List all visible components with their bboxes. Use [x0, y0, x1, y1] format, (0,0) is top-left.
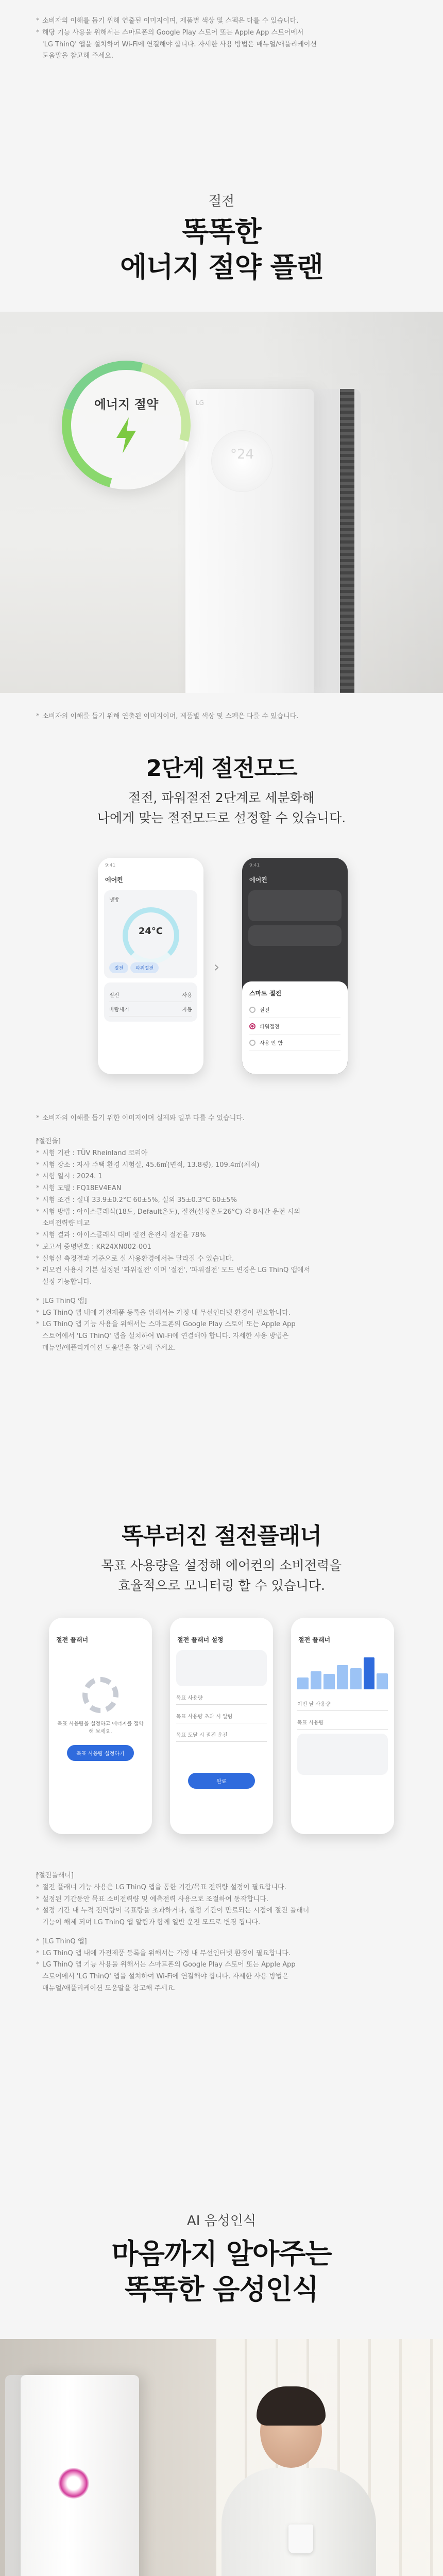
status-bar: 9:41	[105, 863, 116, 868]
spec-line: * LG ThinQ 앱 내에 가전제품 등록을 위해서는 가정 내 무선인터넷 환경이 필요합니다.	[36, 1948, 407, 1960]
note-line: * 소비자의 이해를 돕기 위해 연출된 이미지이며, 제품별 색상 및 스펙은 다를 수 있습니다.	[36, 711, 407, 723]
notice-line: 도움말을 참고해 주세요.	[42, 52, 113, 60]
phone-screen-ac-control	[98, 858, 203, 1074]
option-saving[interactable]	[249, 1002, 340, 1018]
section-subtitle	[0, 1556, 443, 1596]
saving-spec-notes	[36, 1136, 407, 1354]
option-off[interactable]	[249, 1035, 340, 1051]
spec-line: * 실험실 측정결과 기준으로 실 사용환경에서는 달라질 수 있습니다.	[36, 1253, 407, 1265]
usage-bar-current	[364, 1657, 375, 1689]
settings-card	[104, 982, 197, 1022]
done-button[interactable]: 완료	[188, 1773, 255, 1789]
brand-logo: LG	[196, 399, 204, 406]
notice-line: 'LG ThinQ' 앱을 설치하여 Wi-Fi에 연결해야 합니다. 자세한 사용 방법은 매뉴얼/애플리케이션	[42, 40, 317, 48]
energy-saving-photo	[0, 312, 443, 693]
usage-bar	[323, 1674, 335, 1689]
display-temperature: °24	[230, 447, 254, 462]
spec-line: * 보고서 증명번호 : KR24XN002-001	[36, 1242, 407, 1253]
status-bar	[291, 1618, 394, 1633]
temperature-card	[104, 890, 197, 978]
lightning-bolt-icon	[113, 417, 139, 453]
status-bar	[49, 1618, 152, 1633]
subtitle-line: 목표 사용량을 설정해 에어컨의 소비전력을	[101, 1558, 342, 1573]
spec-heading: * [LG ThinQ 앱]	[36, 1296, 407, 1308]
sheet-title: 스마트 절전	[249, 990, 282, 997]
section-subtitle	[0, 788, 443, 828]
usage-bar	[311, 1671, 322, 1689]
photo-note	[36, 711, 407, 723]
section-eyebrow: 절전	[208, 194, 235, 209]
set-goal-button[interactable]: 목표 사용량 설정하기	[67, 1745, 134, 1761]
image-note	[36, 1113, 407, 1125]
subtitle-line: 효율적으로 모니터링 할 수 있습니다.	[118, 1578, 325, 1593]
option-power-saving[interactable]	[249, 1018, 340, 1035]
spec-line: * 시험 모델 : FQ18EV4EAN	[36, 1183, 407, 1195]
setting-key: 바람세기	[109, 1007, 129, 1013]
radio-icon	[249, 1040, 255, 1046]
phone-screen-smart-saving	[242, 858, 348, 1074]
bottom-sheet	[242, 981, 348, 1074]
setting-key: 절전	[109, 993, 120, 998]
voice-recognition-photo	[0, 2339, 443, 2576]
spec-line: * LG ThinQ 앱 기능 사용을 위해서는 스마트폰의 Google Play 스토어 또는 Apple App	[36, 1959, 407, 1971]
spec-line: * 설정된 기간동안 목표 소비전력량 및 예측전력 사용으로 조절하여 동작합니다.	[36, 1894, 407, 1906]
notice-line: * 소비자의 이해를 돕기 위해 연출된 이미지이며, 제품별 색상 및 스펙은 다를 수 있습니다.	[36, 15, 407, 27]
spec-line: * LG ThinQ 앱 기능 사용을 위해서는 스마트폰의 Google Play 스토어 또는 Apple App	[36, 1319, 407, 1331]
section-title: 2단계 절전모드	[146, 755, 297, 782]
notice-line: * 해당 기능 사용을 위해서는 스마트폰의 Google Play 스토어 또는 Apple App 스토어에서	[36, 27, 407, 39]
spec-line-cont: 소비전력량 비교	[42, 1219, 90, 1228]
spec-line-cont: 매뉴얼/애플리케이션 도움말을 참고해 주세요.	[42, 1984, 176, 1992]
spec-line-cont: 설정 가능합니다.	[42, 1278, 92, 1286]
spec-line-cont: 기능이 해제 되며 LG ThinQ 앱 알림과 함께 일반 운전 모드로 변경 됩니다.	[42, 1919, 261, 1926]
spec-line: * 시험 일시 : 2024. 1	[36, 1171, 407, 1183]
spec-line: * 절전 플래너 기능 사용은 LG ThinQ 앱을 통한 기간/목표 전력량 설정이 필요합니다.	[36, 1882, 407, 1894]
spec-line: * 시험 조건 : 실내 33.9±0.2°C 60±5%, 실외 35±0.3°C 60±5%	[36, 1195, 407, 1207]
usage-bar	[377, 1673, 388, 1689]
alert-field[interactable]: 목표 사용량 초과 시 알림	[176, 1709, 267, 1723]
mode-pill-power-saving[interactable]: 파워절전	[130, 962, 159, 973]
usage-bar	[297, 1677, 309, 1689]
screen-header: 절전 플래너	[56, 1636, 89, 1643]
planner-message: 목표 사용량을 설정하고 에너지를 절약해 보세요.	[57, 1721, 144, 1735]
spec-line: * 시험 방법 : 아이스클래식(18도, Default온도), 절전(설정온도26°C) 각 8시간 운전 시의	[36, 1207, 407, 1218]
phone-screen-planner-usage	[291, 1618, 394, 1834]
usage-bar	[337, 1665, 348, 1689]
usage-bar-chart	[291, 1646, 394, 1692]
title-line: 똑똑한	[182, 215, 261, 248]
spec-heading: * [LG ThinQ 앱]	[36, 1936, 407, 1948]
screen-header: 절전 플래너	[298, 1636, 331, 1643]
planner-spec-notes	[36, 1870, 407, 1995]
status-bar: 9:41	[249, 863, 260, 868]
setting-row[interactable]	[109, 1002, 192, 1016]
setting-value: 사용	[182, 993, 192, 998]
radio-selected-icon	[249, 1023, 255, 1029]
radio-icon	[249, 1007, 255, 1013]
section-eyebrow: AI 음성인식	[186, 2213, 257, 2229]
option-label: 절전	[260, 1008, 270, 1013]
section-title: 똑부러진 절전플래너	[122, 1523, 321, 1549]
dimmed-card	[248, 925, 342, 946]
dial-temperature: 24°C	[138, 926, 163, 937]
section-title	[0, 214, 443, 285]
setting-value: 자동	[182, 1007, 192, 1013]
spec-line-cont: 스토어에서 'LG ThinQ' 앱을 설치하여 Wi-Fi에 연결해야 합니다. 자세한 사용 방법은	[42, 1332, 289, 1340]
title-line: 마음까지 알아주는	[111, 2238, 332, 2270]
phone-screen-planner-settings	[170, 1618, 273, 1834]
subtitle-line: 나에게 맞는 절전모드로 설정할 수 있습니다.	[97, 810, 346, 825]
coffee-cup	[288, 2524, 313, 2553]
title-line: 에너지 절약 플랜	[120, 251, 323, 284]
air-conditioner-grille	[340, 389, 354, 693]
auto-saving-field[interactable]: 목표 도달 시 절전 운전	[176, 1727, 267, 1742]
screen-header: 에어컨	[105, 876, 123, 884]
title-line: 똑똑한 음성인식	[125, 2273, 318, 2306]
option-label: 파워절전	[260, 1024, 280, 1030]
person-body	[222, 2468, 376, 2576]
status-bar	[170, 1618, 273, 1633]
dimmed-card	[248, 890, 342, 921]
setting-row[interactable]	[109, 988, 192, 1002]
spec-line-cont: 매뉴얼/애플리케이션 도움말을 참고해 주세요.	[42, 1344, 176, 1352]
usage-field: 이번 달 사용량	[297, 1697, 388, 1711]
spec-line: * 설정 기간 내 누적 전력량이 목표량을 초과하거나, 설정 기간이 만료되는 시점에 절전 플래너	[36, 1905, 407, 1917]
spec-heading: * [절전플래너]	[36, 1870, 407, 1882]
summary-card	[297, 1734, 388, 1775]
screen-header: 절전 플래너 설정	[177, 1636, 224, 1643]
subtitle-line: 절전, 파워절전 2단계로 세분화해	[128, 790, 315, 805]
spec-line: * LG ThinQ 앱 내에 가전제품 등록을 위해서는 가정 내 무선인터넷 환경이 필요합니다.	[36, 1308, 407, 1319]
spec-line-cont: 스토어에서 'LG ThinQ' 앱을 설치하여 Wi-Fi에 연결해야 합니다. 자세한 사용 방법은	[42, 1973, 289, 1980]
goal-field: 목표 사용량	[297, 1715, 388, 1730]
mode-label: 냉방	[109, 897, 120, 903]
energy-badge-label: 에너지 절약	[94, 397, 159, 412]
spec-line: * 시험 기관 : TÜV Rheinland 코리아	[36, 1148, 407, 1160]
option-label: 사용 안 함	[260, 1041, 283, 1046]
spec-heading: * [절전율]	[36, 1136, 407, 1148]
spec-line: * 리모컨 사용시 기본 설정된 '파워절전' 이며 '절전', '파워절전' 모드 변경은 LG ThinQ 앱에서	[36, 1265, 407, 1277]
usage-bar	[350, 1668, 362, 1689]
app-notice	[36, 15, 407, 62]
phone-screen-planner-intro	[49, 1618, 152, 1834]
spec-line: * 시험 장소 : 자사 주택 환경 시험실, 45.6㎡(면적, 13.8평), 109.4㎥(체적)	[36, 1160, 407, 1172]
arrow-right-icon: ›	[214, 958, 220, 975]
voice-indicator-icon	[58, 2468, 89, 2499]
spec-line: * 시험 결과 : 아이스클래식 대비 절전 운전시 절전율 78%	[36, 1230, 407, 1242]
screen-header: 에어컨	[249, 876, 267, 884]
note-line: * 소비자의 이해를 돕기 위한 이미지이며 실제와 일부 다를 수 있습니다.	[36, 1113, 407, 1125]
gear-icon	[82, 1677, 118, 1713]
mode-pill-saving[interactable]: 절전	[109, 962, 128, 973]
section-title	[0, 2236, 443, 2307]
goal-field[interactable]: 목표 사용량	[176, 1690, 267, 1705]
goal-card	[176, 1650, 267, 1686]
